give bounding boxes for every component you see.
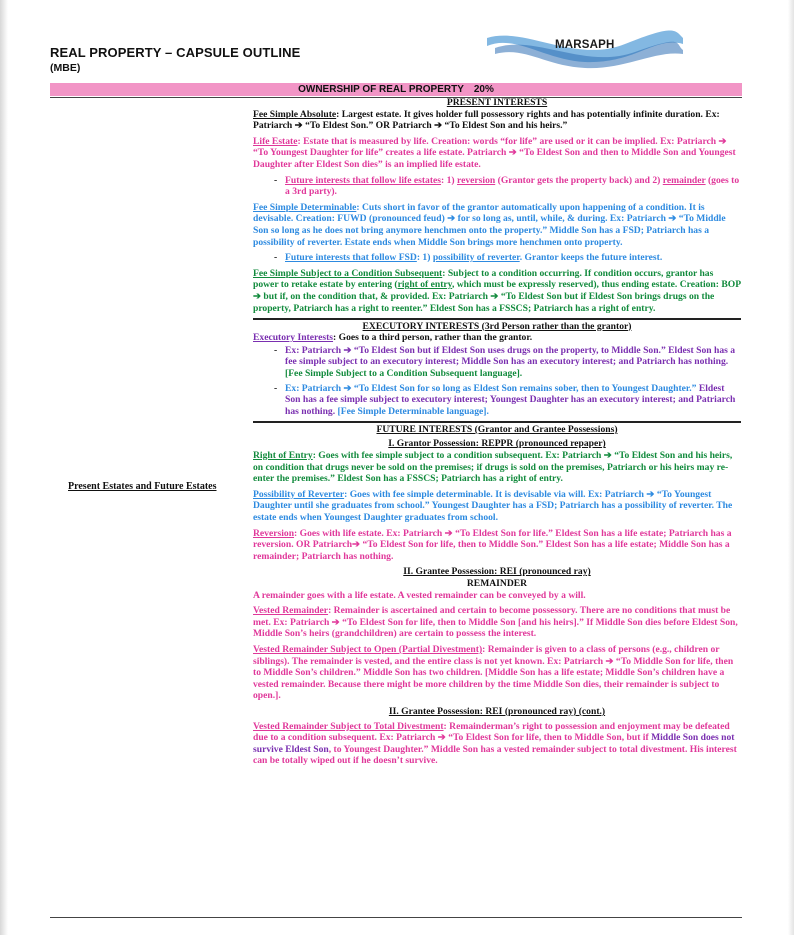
possibility-of-reverter-entry (253, 489, 741, 524)
executory-interests-heading: EXECUTORY INTERESTS (3rd Person rather than the grantor) (362, 320, 632, 332)
term: Reversion (253, 527, 295, 539)
fee-simple-absolute-entry (253, 109, 741, 132)
definition: : Estate that is measured by life. Creation: words “for life” are used or it can be implied. Ex: Patriarch ➔ “To Youngest Daughter for life” creates a life estate. Patriarch ➔ “To Eldest Son and then to Middle Son and Youngest Daughter after Eldest Son dies” is an implied life estate. (253, 135, 736, 170)
bullet-text: : 1) (441, 174, 458, 186)
definition: : Goes to a third person, rather than the grantor. (333, 332, 533, 344)
grantor-possession-heading: I. Grantor Possession: REPPR (pronounced repaper) (388, 438, 606, 450)
definition: : Subject to a condition occurring. If condition occurs, grantor has power to retake estate by entering ( (253, 267, 714, 291)
definition: : Largest estate. It gives holder full possessory rights and has potentially infinite duration. Ex: Patriarch ➔ “To Eldest Son.” OR Patriarch ➔ “To Eldest Son and his heirs.” (253, 108, 720, 132)
life-estate-bullets (253, 175, 741, 198)
term: Right of Entry (253, 450, 313, 462)
divider (253, 421, 741, 423)
term: Life Estate (253, 135, 298, 147)
row-label: Present Estates and Future Estates (68, 481, 217, 492)
definition: : Remainder is given to a class of persons (e.g., children or siblings). The remainder is vested, and the entire class is not yet known. Ex: Patriarch ➔ “To Middle Son for life, then to Middle Son’s children.” Middle Son has two children. [Middle Son has a life estate; Middle Son’s children have a vested remainder. Because there might be more children by the time Middle Son dies, their remainder is subject to open.]. (253, 643, 734, 702)
bullet-text: Eldest Son has a fee simple subject to an executory interest; Middle Son has an executory interest; and Patriarch has nothing. (285, 344, 736, 368)
definition: : Remainder is ascertained and certain to become possessory. There are no conditions that must be met. Ex: Patriarch ➔ “To Eldest Son for life, then to Middle Son [and his heirs].” If Middle Son dies before Eldest Son, Middle Son’s heirs (grandchildren) are certain to possess the interest. (253, 605, 738, 640)
fsscs-entry (253, 268, 741, 314)
definition: : Goes with fee simple subject to a condition subsequent. Ex: Patriarch ➔ “To Eldest Son and his heirs, on condition that drugs never be sold on the premises; if drugs is sold on the premises, Patriarch or his heirs may re-enter the premises.” Eldest Son has a FSSCS; Patriarch has a right of entry. (253, 450, 733, 485)
right-of-entry-entry (253, 450, 741, 485)
executory-bullets (253, 345, 741, 418)
list-item: - Future interests that follow life estates: 1) reversion (Grantor gets the property back) and 2) remainder (goes to a 3rd party). (274, 174, 740, 198)
term: Fee Simple Determinable (253, 201, 357, 213)
bullet-example: Ex: Patriarch ➔ “To Eldest Son but if Eldest Son uses drugs on the property, to Middle Son.” (285, 344, 666, 356)
section-header-bar (50, 83, 742, 96)
bullet-note: [Fee Simple Determinable language]. (337, 405, 489, 417)
section-percent: 20% (473, 84, 494, 95)
life-estate-entry (253, 136, 741, 171)
remainder-heading: REMAINDER (466, 577, 528, 589)
term: Vested Remainder Subject to Open (Partial Divestment) (253, 643, 483, 655)
remainder-intro: A remainder goes with a life estate. A vested remainder can be conveyed by a will. (253, 589, 586, 601)
bullet-term: reversion (457, 174, 496, 186)
term: Executory Interests (253, 332, 334, 344)
document-subtitle: (MBE) (50, 62, 81, 74)
bottom-rule (50, 917, 742, 918)
document-title: REAL PROPERTY – CAPSULE OUTLINE (50, 45, 301, 60)
divider (253, 318, 741, 320)
condition: Middle Son does not survive Eldest Son (253, 732, 735, 755)
bullet-text: (goes to a 3rd party). (285, 174, 740, 198)
list-item: - Ex: Patriarch ➔ “To Eldest Son but if Eldest Son uses drugs on the property, to Middle Son.” Eldest Son has a fee simple subject to an executory interest; Middle Son has an executory interest; and Patriarch has nothing. [Fee Simple Subject to a Condition Subsequent language]. (274, 344, 736, 379)
definition: , which must be expressly reserved), thus ending estate. Creation: BOP ➔ but if, on the condition that, & provided. Ex: Patriarch ➔ “To Eldest Son but if Eldest Son brings drugs on the property, Patriarch has a right to reenter.” Eldest Son has a FSSCS; Patriarch has a right of entry. (253, 279, 741, 314)
outline-content (253, 97, 741, 771)
term: Fee Simple Absolute (253, 108, 337, 120)
term: Possibility of Reverter (253, 488, 345, 500)
vested-remainder-entry (253, 605, 741, 640)
future-interests-heading: FUTURE INTERESTS (Grantor and Grantee Possessions) (376, 423, 618, 435)
page-shadow-left (0, 0, 8, 935)
definition: : Goes with life estate. Ex: Patriarch ➔ “To Eldest Son for life.” Eldest Son has a life estate; Patriarch has a reversion. OR Patriarch➔ “To Eldest Son for life, then to Middle Son.” Eldest Son has a life estate; Middle Son has a remainder; Patriarch has nothing. (253, 527, 732, 562)
bullet-term: Future interests that follow life estates (285, 174, 442, 186)
bullet-term: possibility of reverter (432, 252, 520, 264)
reversion-entry (253, 528, 741, 563)
bullet-example: Ex: Patriarch ➔ “To Eldest Son for so long as Eldest Son remains sober, then to Youngest Daughter.” (285, 382, 697, 394)
vested-remainder-divestment-entry (253, 721, 741, 767)
bullet-text: Eldest Son has a fee simple subject to executory interest; Youngest Daughter has an executory interest; and Patriarch has nothing. (285, 382, 736, 417)
term: Fee Simple Subject to a Condition Subsequent (253, 267, 443, 279)
definition: : Remainderman’s right to possession and enjoyment may be defeated due to a condition subsequent. Ex: Patriarch ➔ “To Eldest Son for life, then to Middle Son, but if (253, 720, 730, 744)
list-item: - Future interests that follow FSD: 1) possibility of reverter. Grantor keeps the future interest. (274, 252, 663, 264)
bullet-text: : 1) (416, 252, 433, 264)
definition: : Cuts short in favor of the grantor automatically upon happening of a condition. It is devisable. Creation: FUWD (pronounced feud) ➔ for so long as, until, while, & during. Ex: Patriarch ➔ “To Middle Son so long as he does not bring anymore henchmen onto the property.” Middle Son has a FSD; Patriarch has a possibility of reverter. Estate ends when Middle Son brings more henchmen onto property. (253, 201, 726, 248)
executory-interests-entry (253, 332, 741, 344)
vested-remainder-open-entry (253, 644, 741, 702)
fsd-bullets (253, 252, 741, 264)
bullet-term: Future interests that follow FSD (285, 252, 417, 264)
list-item: - Ex: Patriarch ➔ “To Eldest Son for so long as Eldest Son remains sober, then to Youngest Daughter.” Eldest Son has a fee simple subject to executory interest; Youngest Daughter has an executory interest; and Patriarch has nothing. [Fee Simple Determinable language]. (274, 382, 736, 417)
term: Vested Remainder (253, 605, 329, 617)
page-shadow-right (788, 0, 794, 935)
bullet-note: [Fee Simple Subject to a Condition Subsequent language]. (285, 367, 523, 379)
grantee-possession-cont-heading: II. Grantee Possession: REI (pronounced ray) (cont.) (388, 705, 606, 717)
fee-simple-determinable-entry (253, 202, 741, 248)
present-interests-heading: PRESENT INTERESTS (446, 97, 548, 108)
section-title: OWNERSHIP OF REAL PROPERTY (298, 84, 464, 95)
brand-name: MARSAPH (555, 39, 615, 51)
bullet-text: . Grantor keeps the future interest. (519, 252, 663, 264)
bullet-term: remainder (662, 174, 706, 186)
term: Vested Remainder Subject to Total Divestment (253, 720, 444, 732)
definition: : Goes with fee simple determinable. It is devisable via will. Ex: Patriarch ➔ “To Youngest Daughter until she graduates from school.” Youngest Daughter has a FSD; Patriarch has a possibility of reverter. The estate ends when Youngest Daughter graduates from school. (253, 488, 733, 523)
term: right of entry (397, 279, 452, 291)
grantee-possession-heading: II. Grantee Possession: REI (pronounced ray) (403, 566, 591, 578)
bullet-text: (Grantor gets the property back) and 2) (495, 174, 663, 186)
definition: , to Youngest Daughter.” Middle Son has a vested remainder subject to total divestment. His interest can be totally wiped out if he doesn’t survive. (253, 743, 737, 767)
